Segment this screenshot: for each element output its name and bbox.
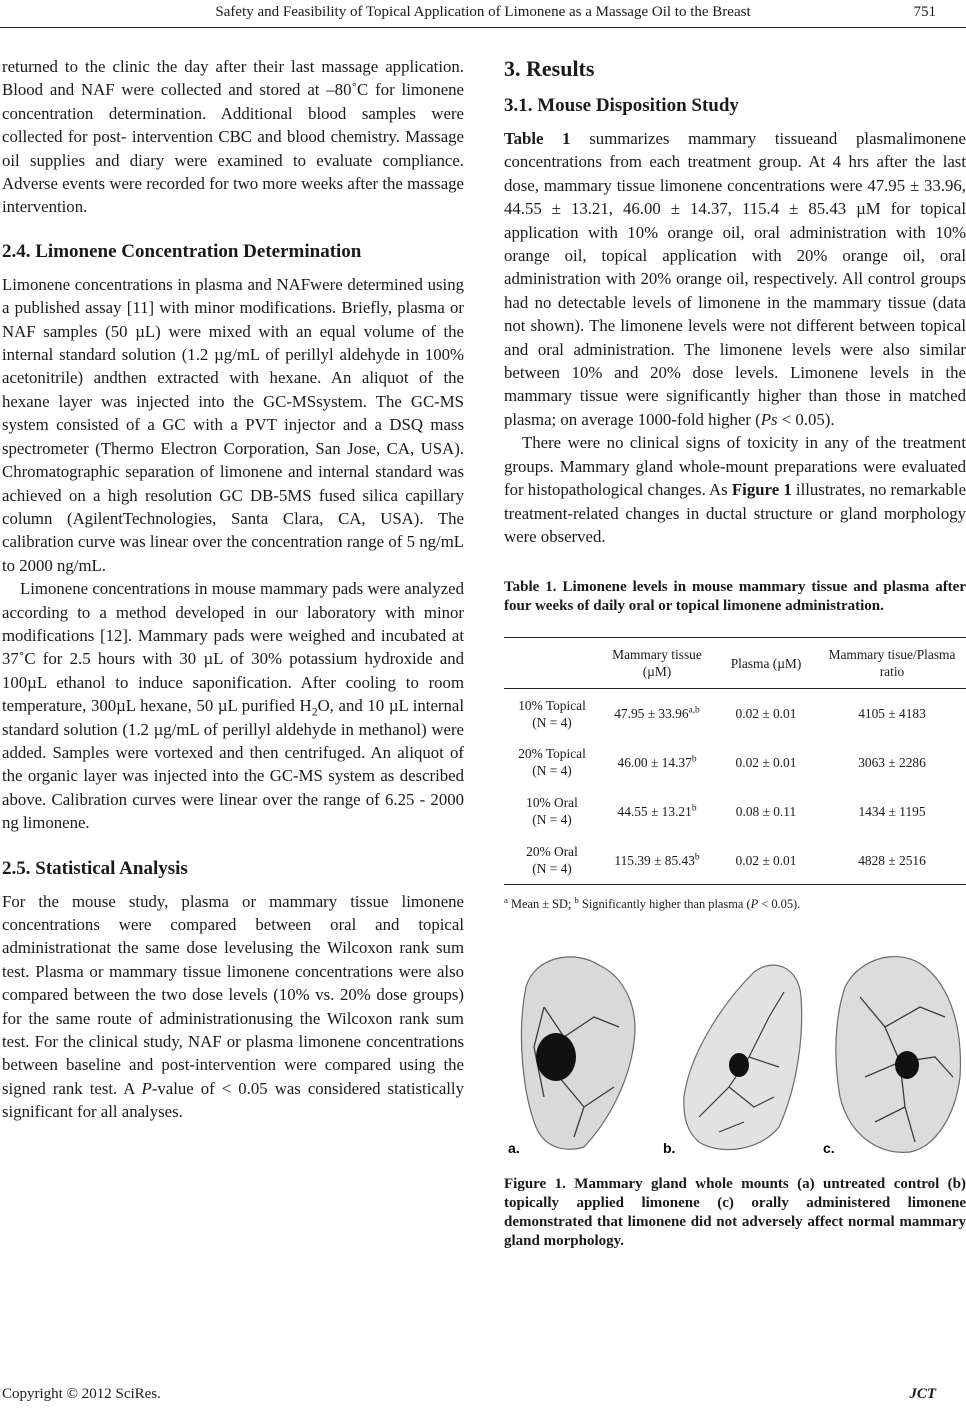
table-row (504, 787, 966, 836)
running-title: Safety and Feasibility of Topical Application of Limonene as a Massage Oil to the Breast (215, 4, 751, 20)
table-header-tissue: Mammary tissue (µM) (612, 647, 702, 680)
tissue-cell: $47.95 \pm 33.96^{a,b}$ (614, 705, 700, 722)
paragraph-2-5: For the mouse study, plasma or mammary tissue limonene concentrations were compared between oral and topical administrationat the same dose levelusing the Wilcoxon rank sum test. Plasma or mammary tissue limonene concentrations were also compared between the two dose levels (10% vs. 20% dose groups) for the same route of administrationusing the Wilcoxon rank sum test. For the clinical study, NAF or plasma limonene concentrations between baseline and post-intervention were compared using the signed rank test. A P-value of < 0.05 was considered statistically significant for all analyses. (2, 891, 464, 1122)
paragraph-3-1-a: Table 1 summarizes mammary tissueand plasmalimonene concentrations from each treatment group. At 4 hrs after the last dose, mammary tissue limonene concentrations were 47.95 ± 33.96, 44.55 ± 13.21, 46.00 ± 14.37, 115.4 ± 85.43 µM for topical application with 10% orange oil, oral administration with 10% orange oil, topical application with 20% orange oil, oral administration with 20% orange oil, respectively. All control groups had no detectable levels of limonene in the mammary tissue (data not shown). The limonene levels were not different between topical and oral administration. The limonene levels were also similar between 10% and 20% dose levels. Limonene levels in the mammary tissue were significantly higher than those in matched plasma; on average 1000-fold higher (Ps < 0.05). (504, 129, 966, 429)
table-footnote: $^a$ Mean ± SD; $^b$ Significantly higher than plasma (P < 0.05). (504, 895, 801, 912)
table-row (504, 836, 966, 885)
panel-label-a: a. (508, 1139, 520, 1156)
journal-abbrev: JCT (909, 1386, 936, 1402)
figure-caption: Figure 1. Mammary gland whole mounts (a) untreated control (b) topically applied limonene (c) orally administered limonene demonstrated that limonene did not adversely affect normal mammary gland morphology. (504, 1175, 966, 1249)
ratio-cell: 3063 ± 2286 (858, 754, 926, 770)
whole-mount-image-c (815, 947, 966, 1157)
section-heading-3-1: 3.1. Mouse Disposition Study (504, 95, 739, 116)
intro-paragraph: returned to the clinic the day after their last massage application. Blood and NAF were collected and stored at –80˚C for limonene concentration determination. Additional blood samples were collected for post- intervention CBC and blood chemistry. Massage oil supplies and diary were examined to evaluate compliance. Adverse events were recorded for two more weeks after the massage intervention. (2, 57, 464, 217)
ratio-cell: 4828 ± 2516 (858, 852, 926, 868)
group-cell: 10% Oral (N = 4) (526, 795, 578, 828)
whole-mount-image-b (659, 947, 812, 1157)
panel-label-b: b. (663, 1139, 676, 1156)
plasma-cell: 0.08 ± 0.11 (735, 803, 797, 819)
plasma-cell: 0.02 ± 0.01 (735, 706, 797, 722)
page-number: 751 (913, 4, 936, 20)
panel-label-c: c. (823, 1139, 835, 1156)
section-heading-2-4: 2.4. Limonene Concentration Determination (2, 240, 362, 262)
table-header-group (504, 638, 600, 689)
section-heading-3: 3. Results (504, 56, 595, 81)
table-header-plasma: Plasma (µM) (730, 655, 802, 671)
table-caption: Table 1. Limonene levels in mouse mammary tissue and plasma after four weeks of daily oral or topical limonene administration. (504, 579, 966, 615)
group-cell: 20% Topical (N = 4) (518, 746, 586, 779)
plasma-cell: 0.02 ± 0.01 (735, 852, 797, 868)
group-cell: 20% Oral (N = 4) (526, 844, 578, 877)
table-row (504, 689, 966, 738)
figure-1 (504, 947, 966, 1157)
ratio-cell: 1434 ± 1195 (858, 803, 926, 819)
table-header-ratio: Mammary tisue/Plasma ratio (828, 647, 956, 680)
copyright: Copyright © 2012 SciRes. (2, 1386, 161, 1402)
tissue-cell: 46.00 ± 14.37$^b$ (617, 754, 697, 770)
paragraph-2-4-a: Limonene concentrations in plasma and NAFwere determined using a published assay [11] with minor modifications. Briefly, plasma or NAF samples (50 µL) were mixed with an equal volume of the internal standard solution (1.2 µg/mL of perillyl aldehyde in 100% acetonitrile) andthen extracted with hexane. An aliquot of the hexane layer was injected into the GC-MSsystem. The GC-MS system consisted of a GC with a PVT injector and a DSQ mass spectrometer (Thermo Electron Corporation, San Jose, CA, USA). Chromatographic separation of limonene and internal standard was achieved on a high resolution GC DB-5MS fused silica capillary column (AgilentTechnologies, Santa Clara, CA, USA). The calibration curve was linear over the concentration range of 5 ng/mL to 2000 ng/mL. (2, 274, 464, 575)
page-header (0, 0, 966, 30)
paragraph-2-4-b: Limonene concentrations in mouse mammary pads were analyzed according to a method developed in our laboratory with minor modifications [12]. Mammary pads were weighed and incubated at 37˚C for 2.5 hours with 30 µL of 30% potassium hydroxide and 100µL ethanol to induce saponification. After cooling to room temperature, 300µL hexane, 50 µL purified $H_2O$, and 10 µL internal standard solution (1.2 µg/mL of perillyl aldehyde in methanol) were added. Samples were vortexed and then centrifuged. An aliquot of the organic layer was injected into the GC-MS system as described above. Calibration curves were linear over the range of 6.25 - 2000 ng limonene. (2, 579, 465, 833)
right-column (504, 55, 966, 1251)
tissue-cell: 44.55 ± 13.21$^b$ (617, 803, 697, 819)
tissue-cell: 115.39 ± 85.43$^b$ (614, 852, 700, 868)
whole-mount-image-a (504, 947, 656, 1157)
table-header-row (504, 638, 966, 689)
group-cell: 10% Topical (N = 4) (518, 697, 586, 730)
paragraph-3-1-b: There were no clinical signs of toxicity in any of the treatment groups. Mammary gland whole-mount preparations were evaluated for histopathological changes. As Figure 1 illustrates, no remarkable treatment-related changes in ductal structure or gland morphology were observed. (504, 433, 966, 546)
limonene-table (504, 637, 966, 885)
left-column (2, 55, 464, 1124)
header-rule (0, 27, 966, 28)
table-row (504, 738, 966, 787)
ratio-cell: 4105 ± 4183 (858, 706, 926, 722)
section-heading-2-5: 2.5. Statistical Analysis (2, 857, 188, 879)
plasma-cell: 0.02 ± 0.01 (735, 754, 797, 770)
